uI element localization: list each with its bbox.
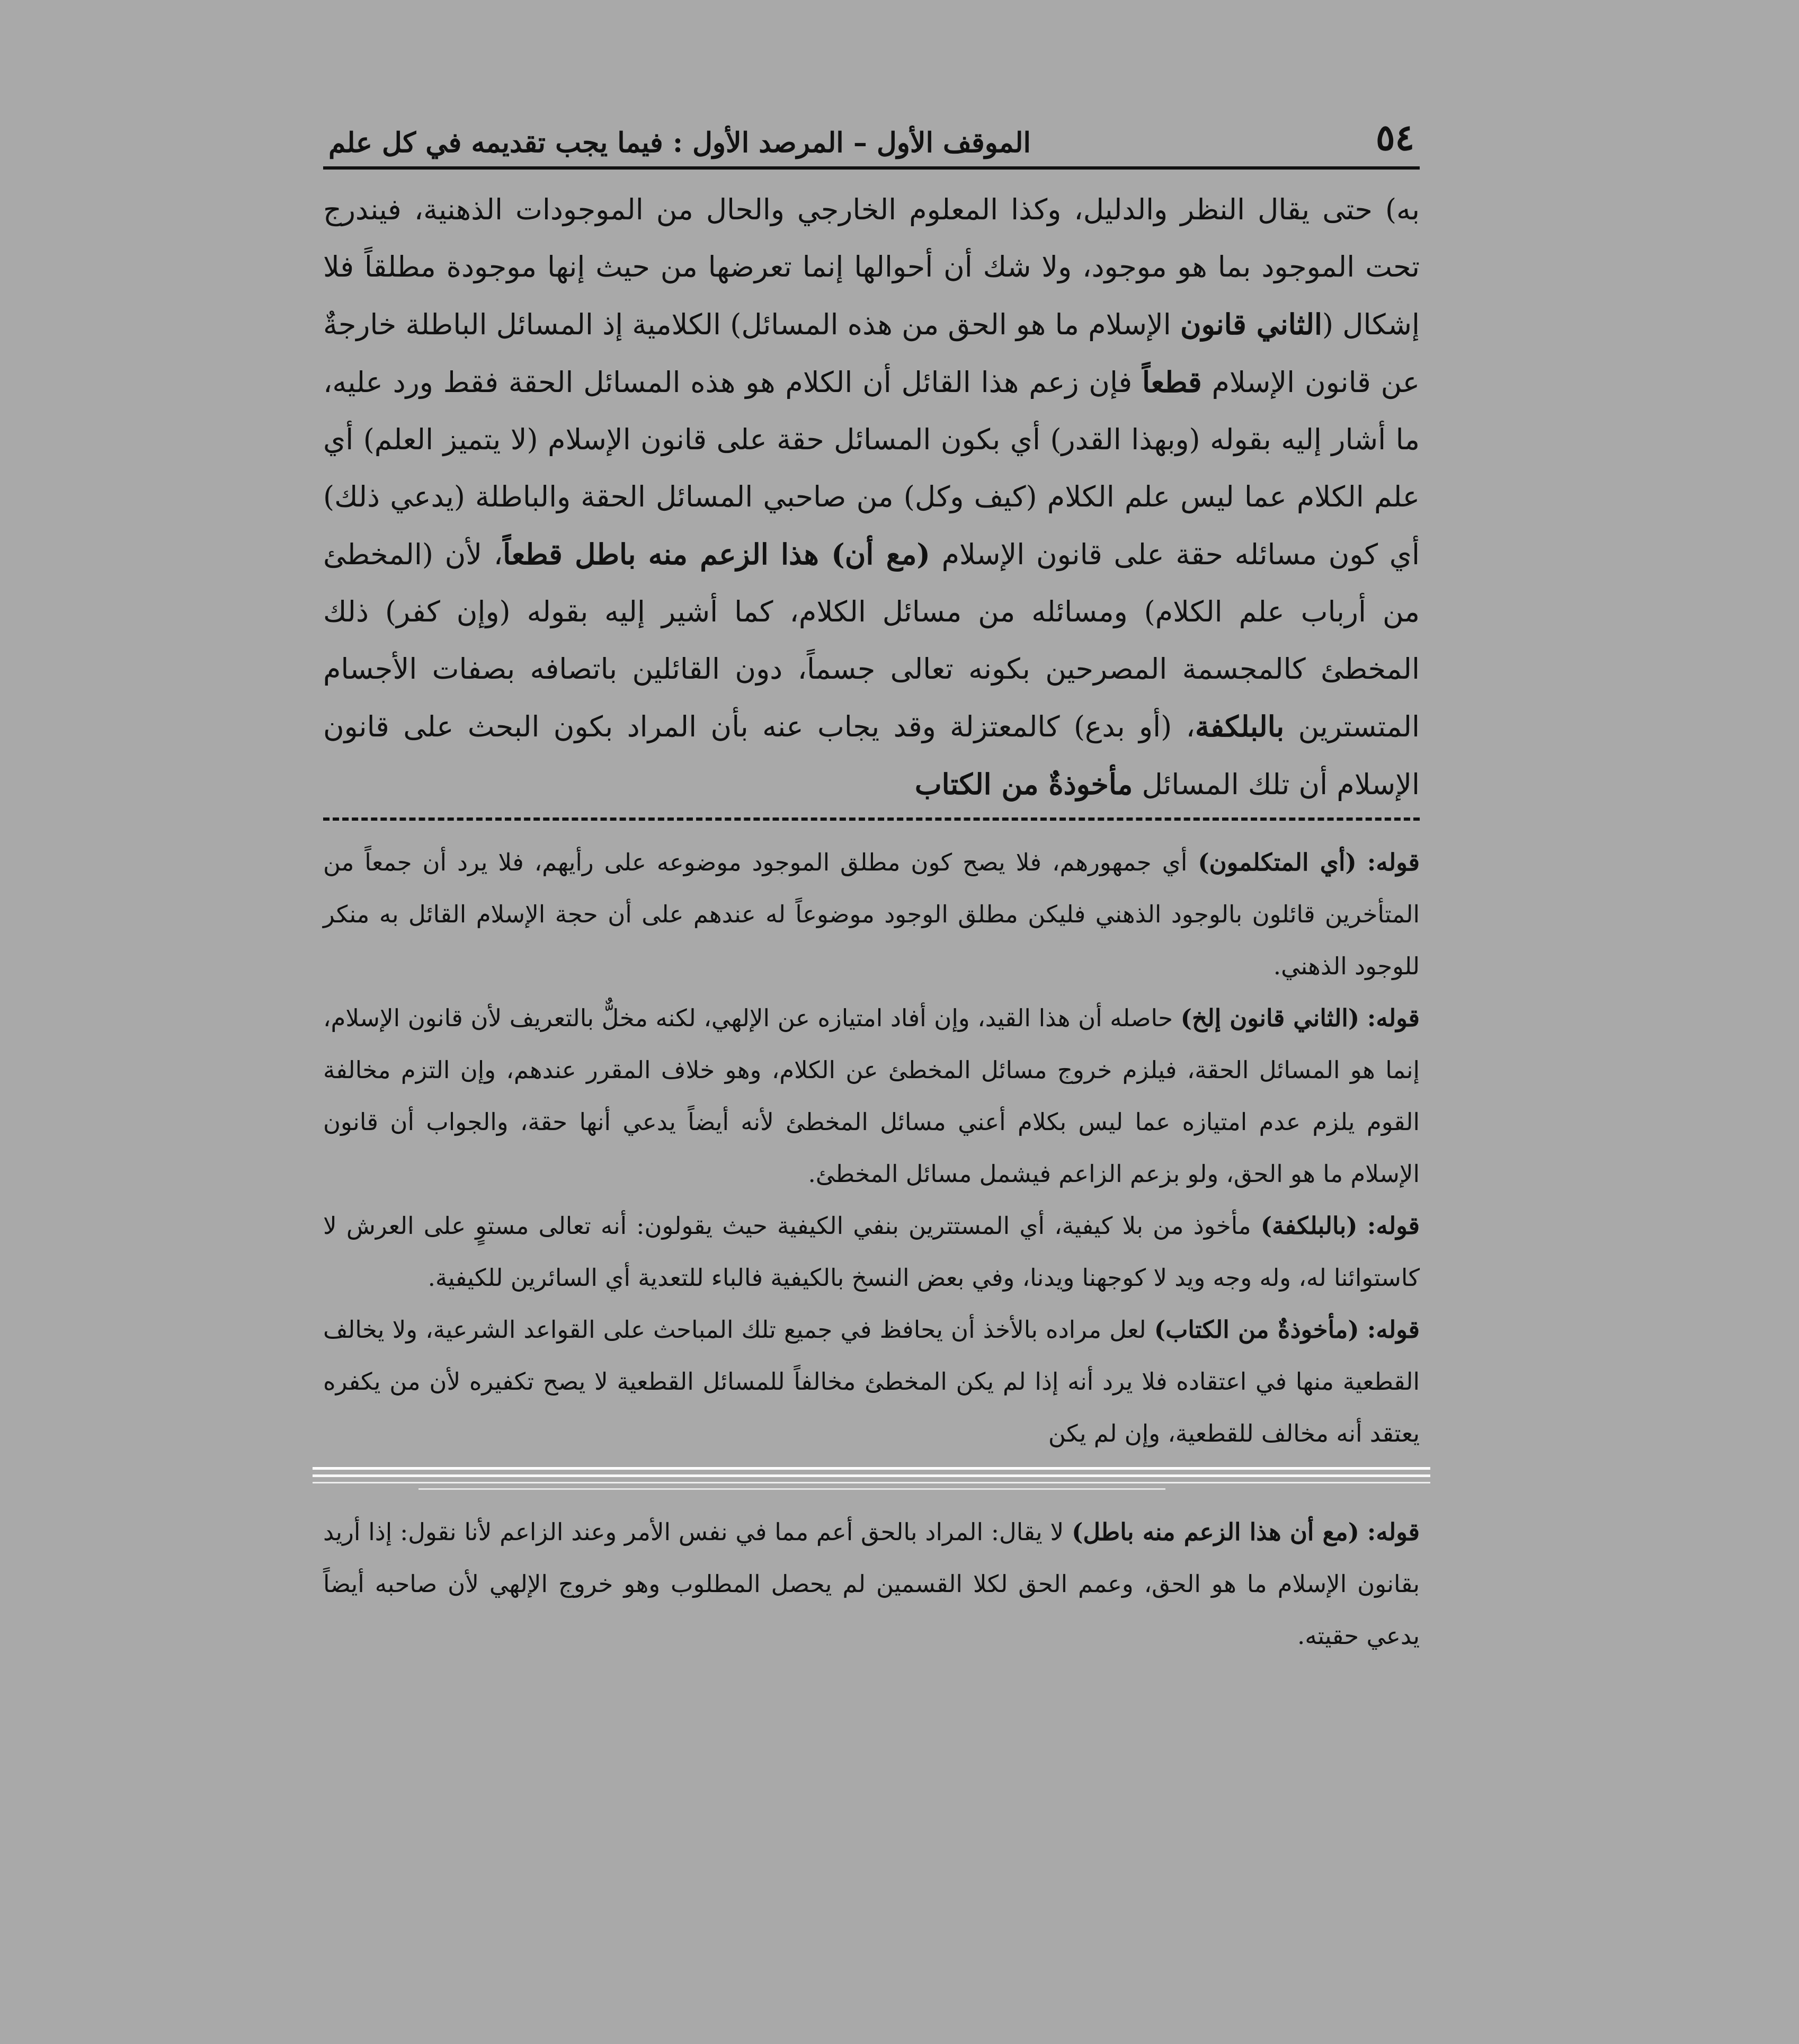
note-quote: (مع أن هذا الزعم منه باطل) <box>1072 1518 1359 1546</box>
main-text-bold: بالبلكفة <box>1195 709 1285 743</box>
main-text-bold: قطعاً <box>1142 365 1202 399</box>
scan-artifact-lines <box>313 1463 1430 1501</box>
page-number: ٥٤ <box>1375 117 1414 159</box>
book-page <box>323 101 1420 1662</box>
main-text-segment: ، لأن (المخطئ من أرباب علم الكلام) ومسائله من مسائل الكلام، كما أشير إليه بقوله (وإن كفر) ذلك المخطئ كالمجسمة المصرحين بكونه تعالى جسماً، دون القائلين باتصافه بصفات الأجسام المتسترين <box>323 538 1420 743</box>
main-text-segment: ، (أو بدع) كالمعتزلة وقد يجاب عنه بأن المراد بكون البحث على قانون الإسلام أن تلك المسائل <box>323 710 1420 801</box>
note-label: قوله: <box>1367 1518 1420 1546</box>
commentary-note <box>323 1506 1420 1662</box>
commentary-note <box>323 837 1420 992</box>
note-text: مأخوذ من بلا كيفية، أي المستترين بنفي الكيفية حيث يقولون: أنه تعالى مستوٍ على العرش لا كاستوائنا له، وله وجه ويد لا كوجهنا ويدنا، وفي بعض النسخ بالكيفية فالباء للتعدية أي السائرين للكيفية. <box>323 1212 1420 1292</box>
page-header <box>323 101 1420 159</box>
main-text-bold: مأخوذةٌ من الكتاب <box>914 767 1133 801</box>
commentary-separator <box>323 817 1420 821</box>
note-label: قوله: <box>1367 1212 1420 1240</box>
note-text: لعل مراده بالأخذ أن يحافظ في جميع تلك المباحث على القواعد الشرعية، ولا يخالف القطعية منها في اعتقاده فلا يرد أنه إذا لم يكن المخطئ مخالفاً للمسائل القطعية لا يصح تكفيره لأن من يكفره يعتقد أنه مخالف للقطعية، وإن لم يكن <box>323 1316 1420 1447</box>
commentary-note <box>323 1200 1420 1304</box>
running-title: الموقف الأول – المرصد الأول : فيما يجب تقديمه في كل علم <box>328 127 1031 159</box>
main-text <box>323 181 1420 813</box>
note-label: قوله: <box>1367 848 1420 876</box>
note-text: حاصله أن هذا القيد، وإن أفاد امتيازه عن الإلهي، لكنه مخلٌّ بالتعريف لأن قانون الإسلام، إنما هو المسائل الحقة، فيلزم خروج مسائل المخطئ عن الكلام، وهو خلاف المقرر عندهم، وإن التزم مخالفة القوم يلزم عدم امتيازه عما ليس بكلام أعني مسائل المخطئ لأنه أيضاً يدعي أنها حقة، والجواب أن قانون الإسلام ما هو الحق، ولو بزعم الزاعم فيشمل مسائل المخطئ. <box>323 1004 1420 1188</box>
note-label: قوله: <box>1367 1316 1420 1344</box>
note-quote: (أي المتكلمون) <box>1198 848 1357 876</box>
main-text-segment: فإن زعم هذا القائل أن الكلام هو هذه المسائل الحقة فقط ورد عليه، ما أشار إليه بقوله (وبهذا القدر) أي بكون المسائل حقة على قانون الإسلام (لا يتميز العلم) أي علم الكلام عما ليس علم الكلام (كيف وكل) من صاحبي المسائل الحقة والباطلة (يدعي ذلك) أي كون مسائله حقة على قانون الإسلام <box>323 366 1420 571</box>
note-quote: (الثاني قانون إلخ) <box>1180 1004 1360 1032</box>
note-text: لا يقال: المراد بالحق أعم مما في نفس الأمر وعند الزاعم لأنا نقول: إذا أريد بقانون الإسلام ما هو الحق، وعمم الحق لكلا القسمين لم يحصل المطلوب وهو خروج الإلهي لأن صاحبه أيضاً يدعي حقيته. <box>323 1518 1420 1650</box>
main-text-bold: الثاني قانون <box>1180 307 1322 341</box>
note-quote: (بالبلكفة) <box>1260 1212 1358 1240</box>
main-text-segment: الإسلام ما هو الحق من هذه المسائل) الكلامية إذ المسائل الباطلة خارجةٌ عن قانون الإسلام <box>323 308 1420 399</box>
commentary-note <box>323 992 1420 1200</box>
note-text: أي جمهورهم، فلا يصح كون مطلق الموجود موضوعه على رأيهم، فلا يرد أن جمعاً من المتأخرين قائلون بالوجود الذهني فليكن مطلق الوجود موضوعاً له عندهم على أن حجة الإسلام القائل به منكر للوجود الذهني. <box>323 848 1420 980</box>
note-label: قوله: <box>1367 1004 1420 1032</box>
main-text-segment: به) حتى يقال النظر والدليل، وكذا المعلوم الخارجي والحال من الموجودات الذهنية، فيندرج تحت الموجود بما هو موجود، ولا شك أن أحوالها إنما تعرضها من حيث إنها موجودة مطلقاً فلا إشكال ( <box>323 193 1420 341</box>
commentary-note <box>323 1304 1420 1460</box>
commentary-notes <box>323 837 1420 1662</box>
note-quote: (مأخوذةٌ من الكتاب) <box>1154 1316 1359 1344</box>
header-rule <box>323 166 1420 170</box>
main-text-bold: (مع أن) هذا الزعم منه باطل قطعاً <box>503 537 930 571</box>
